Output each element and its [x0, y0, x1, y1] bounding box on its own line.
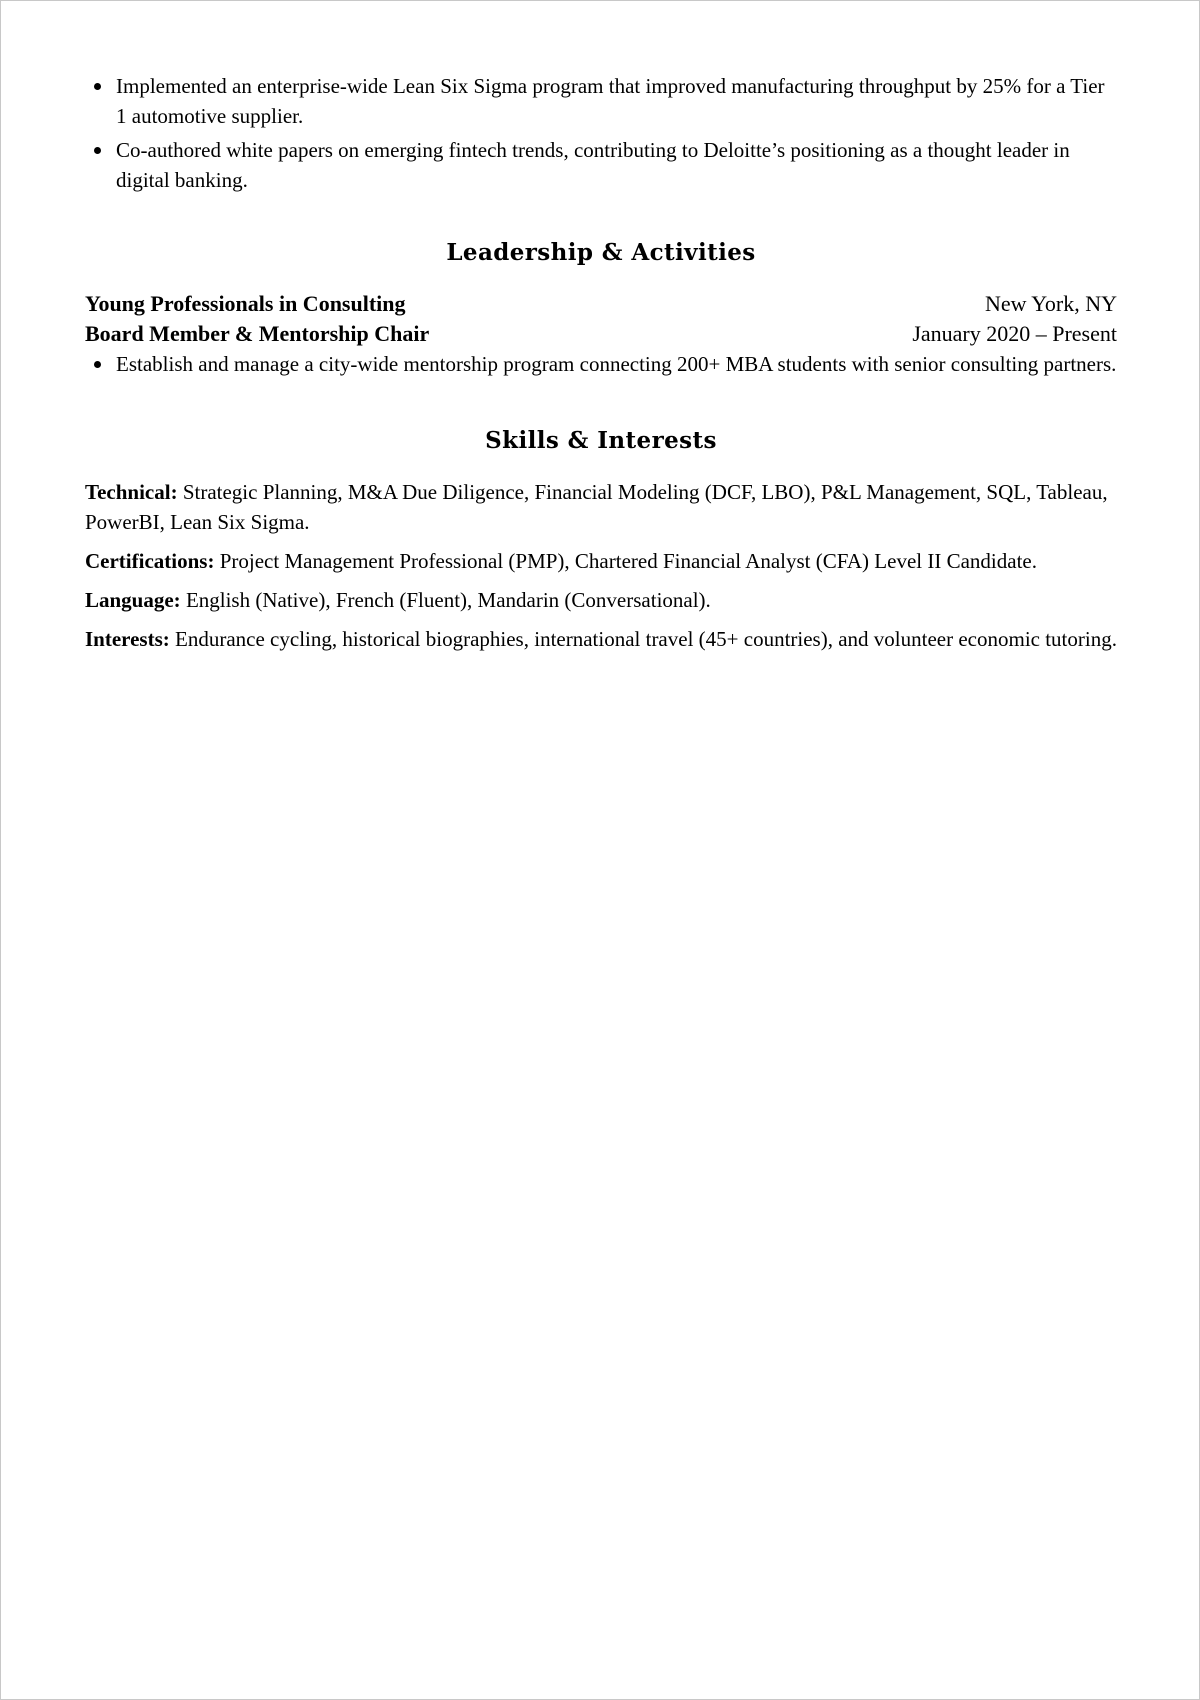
- leadership-bullet-text: Establish and manage a city-wide mentorship program connecting 200+ MBA students with senior consulting partners.: [116, 352, 1117, 376]
- experience-bullet-text: Co-authored white papers on emerging fintech trends, contributing to Deloitte’s positioning as a thought leader in digital banking.: [116, 138, 1070, 192]
- bullet-dot-icon: [94, 361, 101, 368]
- skills-section-title: Skills & Interests: [485, 427, 717, 454]
- bullet-dot-icon: [94, 83, 101, 90]
- skill-line-interests: [85, 624, 1117, 654]
- leadership-entry-role-row: [85, 319, 1117, 349]
- experience-bullet: [85, 135, 1117, 195]
- leadership-bullet-list: [85, 349, 1117, 379]
- experience-bullet-text: Implemented an enterprise-wide Lean Six Sigma program that improved manufacturing throughput by 25% for a Tier 1 automotive supplier.: [116, 74, 1105, 128]
- skill-text: English (Native), French (Fluent), Mandarin (Conversational).: [185, 588, 711, 612]
- skill-text: Project Management Professional (PMP), Chartered Financial Analyst (CFA) Level II Candidate.: [219, 549, 1037, 573]
- leadership-bullet: [85, 349, 1117, 379]
- experience-bullet: [85, 71, 1117, 131]
- skill-label: Certifications:: [85, 549, 215, 573]
- organization-location: New York, NY: [984, 291, 1117, 316]
- skill-label: Language:: [85, 588, 181, 612]
- bullet-dot-icon: [94, 147, 101, 154]
- role-title: Board Member & Mentorship Chair: [85, 321, 430, 346]
- leadership-entry-header: [85, 289, 1117, 319]
- skill-line-technical: [85, 477, 1117, 537]
- skill-label: Technical:: [85, 480, 178, 504]
- skill-line-certifications: [85, 546, 1117, 576]
- skill-text: Strategic Planning, M&A Due Diligence, Financial Modeling (DCF, LBO), P&L Management, SQL, Tableau, PowerBI, Lean Six Sigma.: [85, 480, 1108, 534]
- organization-name: Young Professionals in Consulting: [85, 291, 406, 316]
- resume-content: [85, 71, 1117, 663]
- leadership-section-title: Leadership & Activities: [446, 239, 756, 266]
- role-dates: January 2020 – Present: [912, 321, 1117, 346]
- experience-bullet-list: [85, 71, 1117, 195]
- skill-line-language: [85, 585, 1117, 615]
- skill-label: Interests:: [85, 627, 170, 651]
- skill-text: Endurance cycling, historical biographies, international travel (45+ countries), and volunteer economic tutoring.: [175, 627, 1117, 651]
